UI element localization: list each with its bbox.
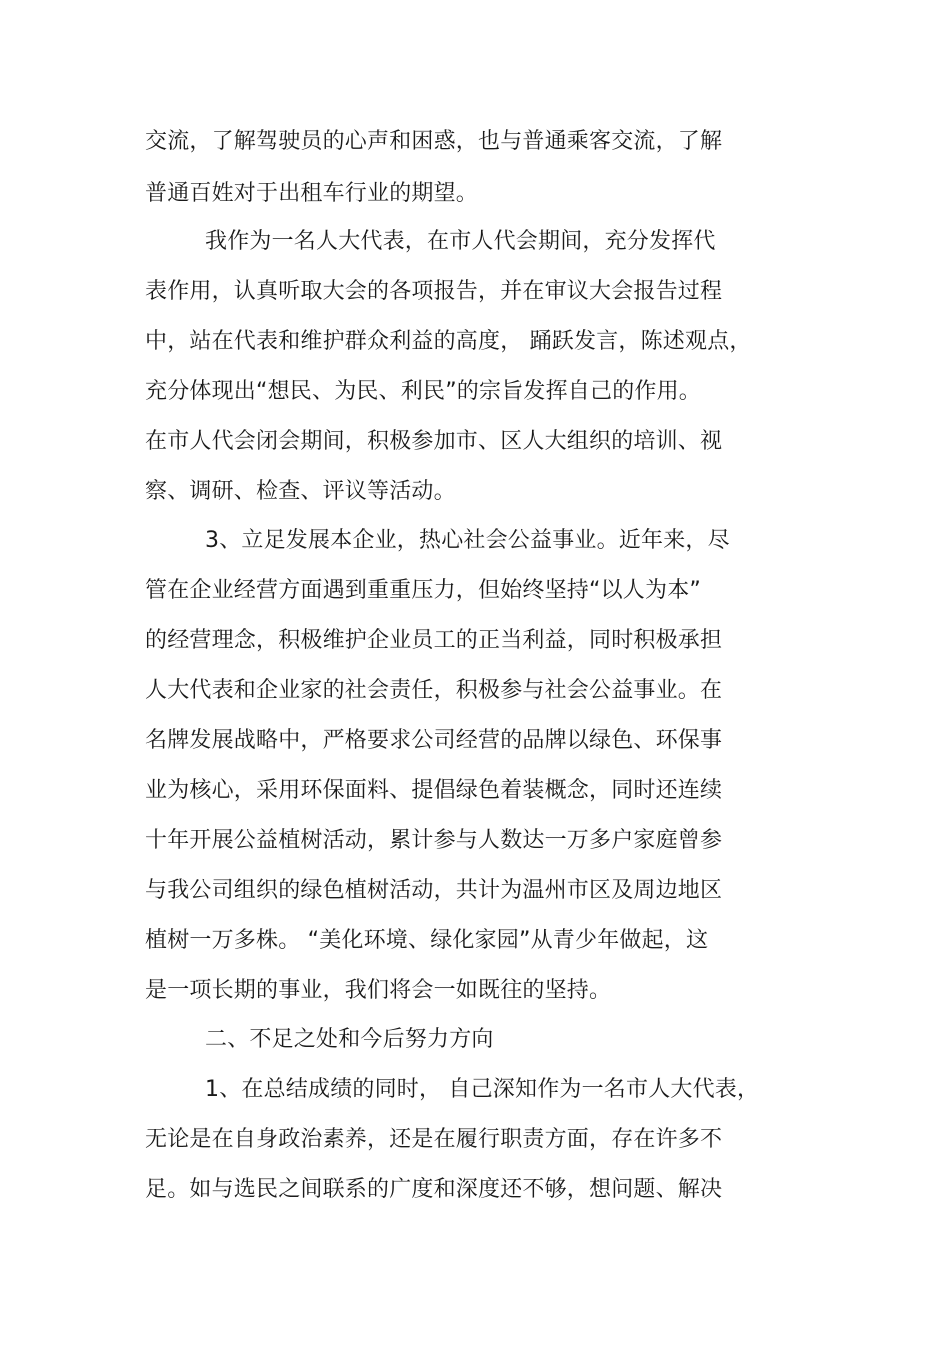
paragraph-line: 是一项长期的事业，我们将会一如既往的坚持。	[145, 978, 612, 1003]
paragraph-line: 3、立足发展本企业，热心社会公益事业。近年来，尽	[205, 528, 730, 553]
paragraph-line: 察、调研、检查、评议等活动。	[145, 479, 456, 504]
paragraph-line: 无论是在自身政治素养，还是在履行职责方面，存在许多不	[145, 1127, 723, 1152]
paragraph-line: 人大代表和企业家的社会责任，积极参与社会公益事业。在	[145, 678, 723, 703]
paragraph-line: 我作为一名人大代表，在市人代会期间，充分发挥代	[205, 229, 716, 254]
paragraph-line: 管在企业经营方面遇到重重压力，但始终坚持“以人为本”	[145, 578, 701, 603]
paragraph-line: 足。如与选民之间联系的广度和深度还不够，想问题、解决	[145, 1177, 723, 1202]
paragraph-line: 十年开展公益植树活动，累计参与人数达一万多户家庭曾参	[145, 828, 723, 853]
paragraph-line: 业为核心，采用环保面料、提倡绿色着装概念，同时还连续	[145, 778, 723, 803]
paragraph-line: 普通百姓对于出租车行业的期望。	[145, 181, 479, 206]
paragraph-line: 1、在总结成绩的同时， 自己深知作为一名市人大代表，	[205, 1077, 760, 1102]
paragraph-line: 充分体现出“想民、为民、利民”的宗旨发挥自己的作用。	[145, 379, 701, 404]
section-heading: 二、不足之处和今后努力方向	[205, 1027, 494, 1052]
paragraph-line: 交流，了解驾驶员的心声和困惑，也与普通乘客交流，了解	[145, 129, 723, 154]
paragraph-line: 名牌发展战略中，严格要求公司经营的品牌以绿色、环保事	[145, 728, 723, 753]
paragraph-line: 与我公司组织的绿色植树活动，共计为温州市区及周边地区	[145, 878, 723, 903]
paragraph-line: 的经营理念，积极维护企业员工的正当利益，同时积极承担	[145, 628, 723, 653]
paragraph-line: 中，站在代表和维护群众利益的高度， 踊跃发言，陈述观点，	[145, 329, 752, 354]
paragraph-line: 表作用，认真听取大会的各项报告，并在审议大会报告过程	[145, 279, 723, 304]
paragraph-line: 植树一万多株。 “美化环境、绿化家园”从青少年做起，这	[145, 928, 709, 953]
paragraph-line: 在市人代会闭会期间，积极参加市、区人大组织的培训、视	[145, 429, 723, 454]
